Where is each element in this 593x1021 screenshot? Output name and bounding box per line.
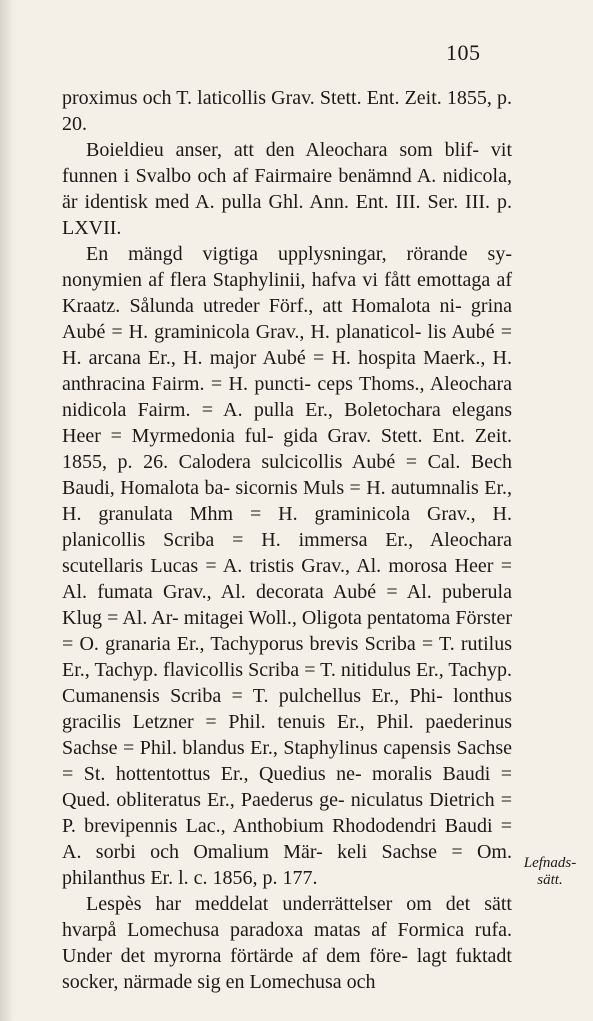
page-number: 105 [446, 40, 481, 65]
paragraph-4: Lespès har meddelat underrättelser om det sätt hvarpå Lomechusa paradoxa matas af Formica rufa. Under det myrorna förtärde af dem före- lagt fuktadt socker, närmade sig en Lomechusa och [62, 893, 512, 993]
paragraph-2: Boieldieu anser, att den Aleochara som blif- vit funnen i Svalbo och af Fairmaire benämnd A. nidicola, är identisk med A. pulla Ghl. Ann. Ent. III. Ser. III. p. LXVII. [62, 139, 512, 239]
paragraph-3: En mängd vigtiga upplysningar, rörande sy- nonymien af flera Staphylinii, hafva vi fått emottaga af Kraatz. Sålunda utreder Förf., att Homalota ni- grina Aubé = H. graminicola Grav., H. planaticol- lis Aubé = H. arcana Er., H. major Aubé = H. hospita Maerk., H. anthracina Fairm. = H. puncti- ceps Thoms., Aleochara nidicola Fairm. = A. pulla Er., Boletochara elegans Heer = Myrmedonia ful- gida Grav. Stett. Ent. Zeit. 1855, p. 26. Calodera sulcicollis Aubé = Cal. Bech Baudi, Homalota ba- sicornis Muls = H. autumnalis Er., H. granulata Mhm = H. graminicola Grav., H. planicollis Scriba = H. immersa Er., Aleochara scutellaris Lucas = A. tristis Grav., Al. morosa Heer = Al. fumata Grav., Al. decorata Aubé = Al. puberula Klug = Al. Ar- mitagei Woll., Oligota pentatoma Förster = O. granaria Er., Tachyporus brevis Scriba = T. rutilus Er., Tachyp. flavicollis Scriba = T. nitidulus Er., Tachyp. Cumanensis Scriba = T. pulchellus Er., Phi- lonthus gracilis Letzner = Phil. tenuis Er., Phil. paederinus Sachse = Phil. blandus Er., Staphylinus capensis Sachse = St. hottentottus Er., Quedius ne- moralis Baudi = Qued. obliteratus Er., Paederus ge- niculatus Dietrich = P. brevipennis Lac., Anthobium Rhododendri Baudi = A. sorbi och Omalium Mär- keli Sachse = Om. philanthus Er. l. c. 1856, p. 177. [62, 243, 512, 889]
page-edge-shadow [0, 0, 14, 1021]
body-text [62, 85, 512, 995]
margin-note: Lefnads- sätt. [523, 855, 577, 888]
paragraph-1: proximus och T. laticollis Grav. Stett. Ent. Zeit. 1855, p. 20. [62, 87, 512, 135]
